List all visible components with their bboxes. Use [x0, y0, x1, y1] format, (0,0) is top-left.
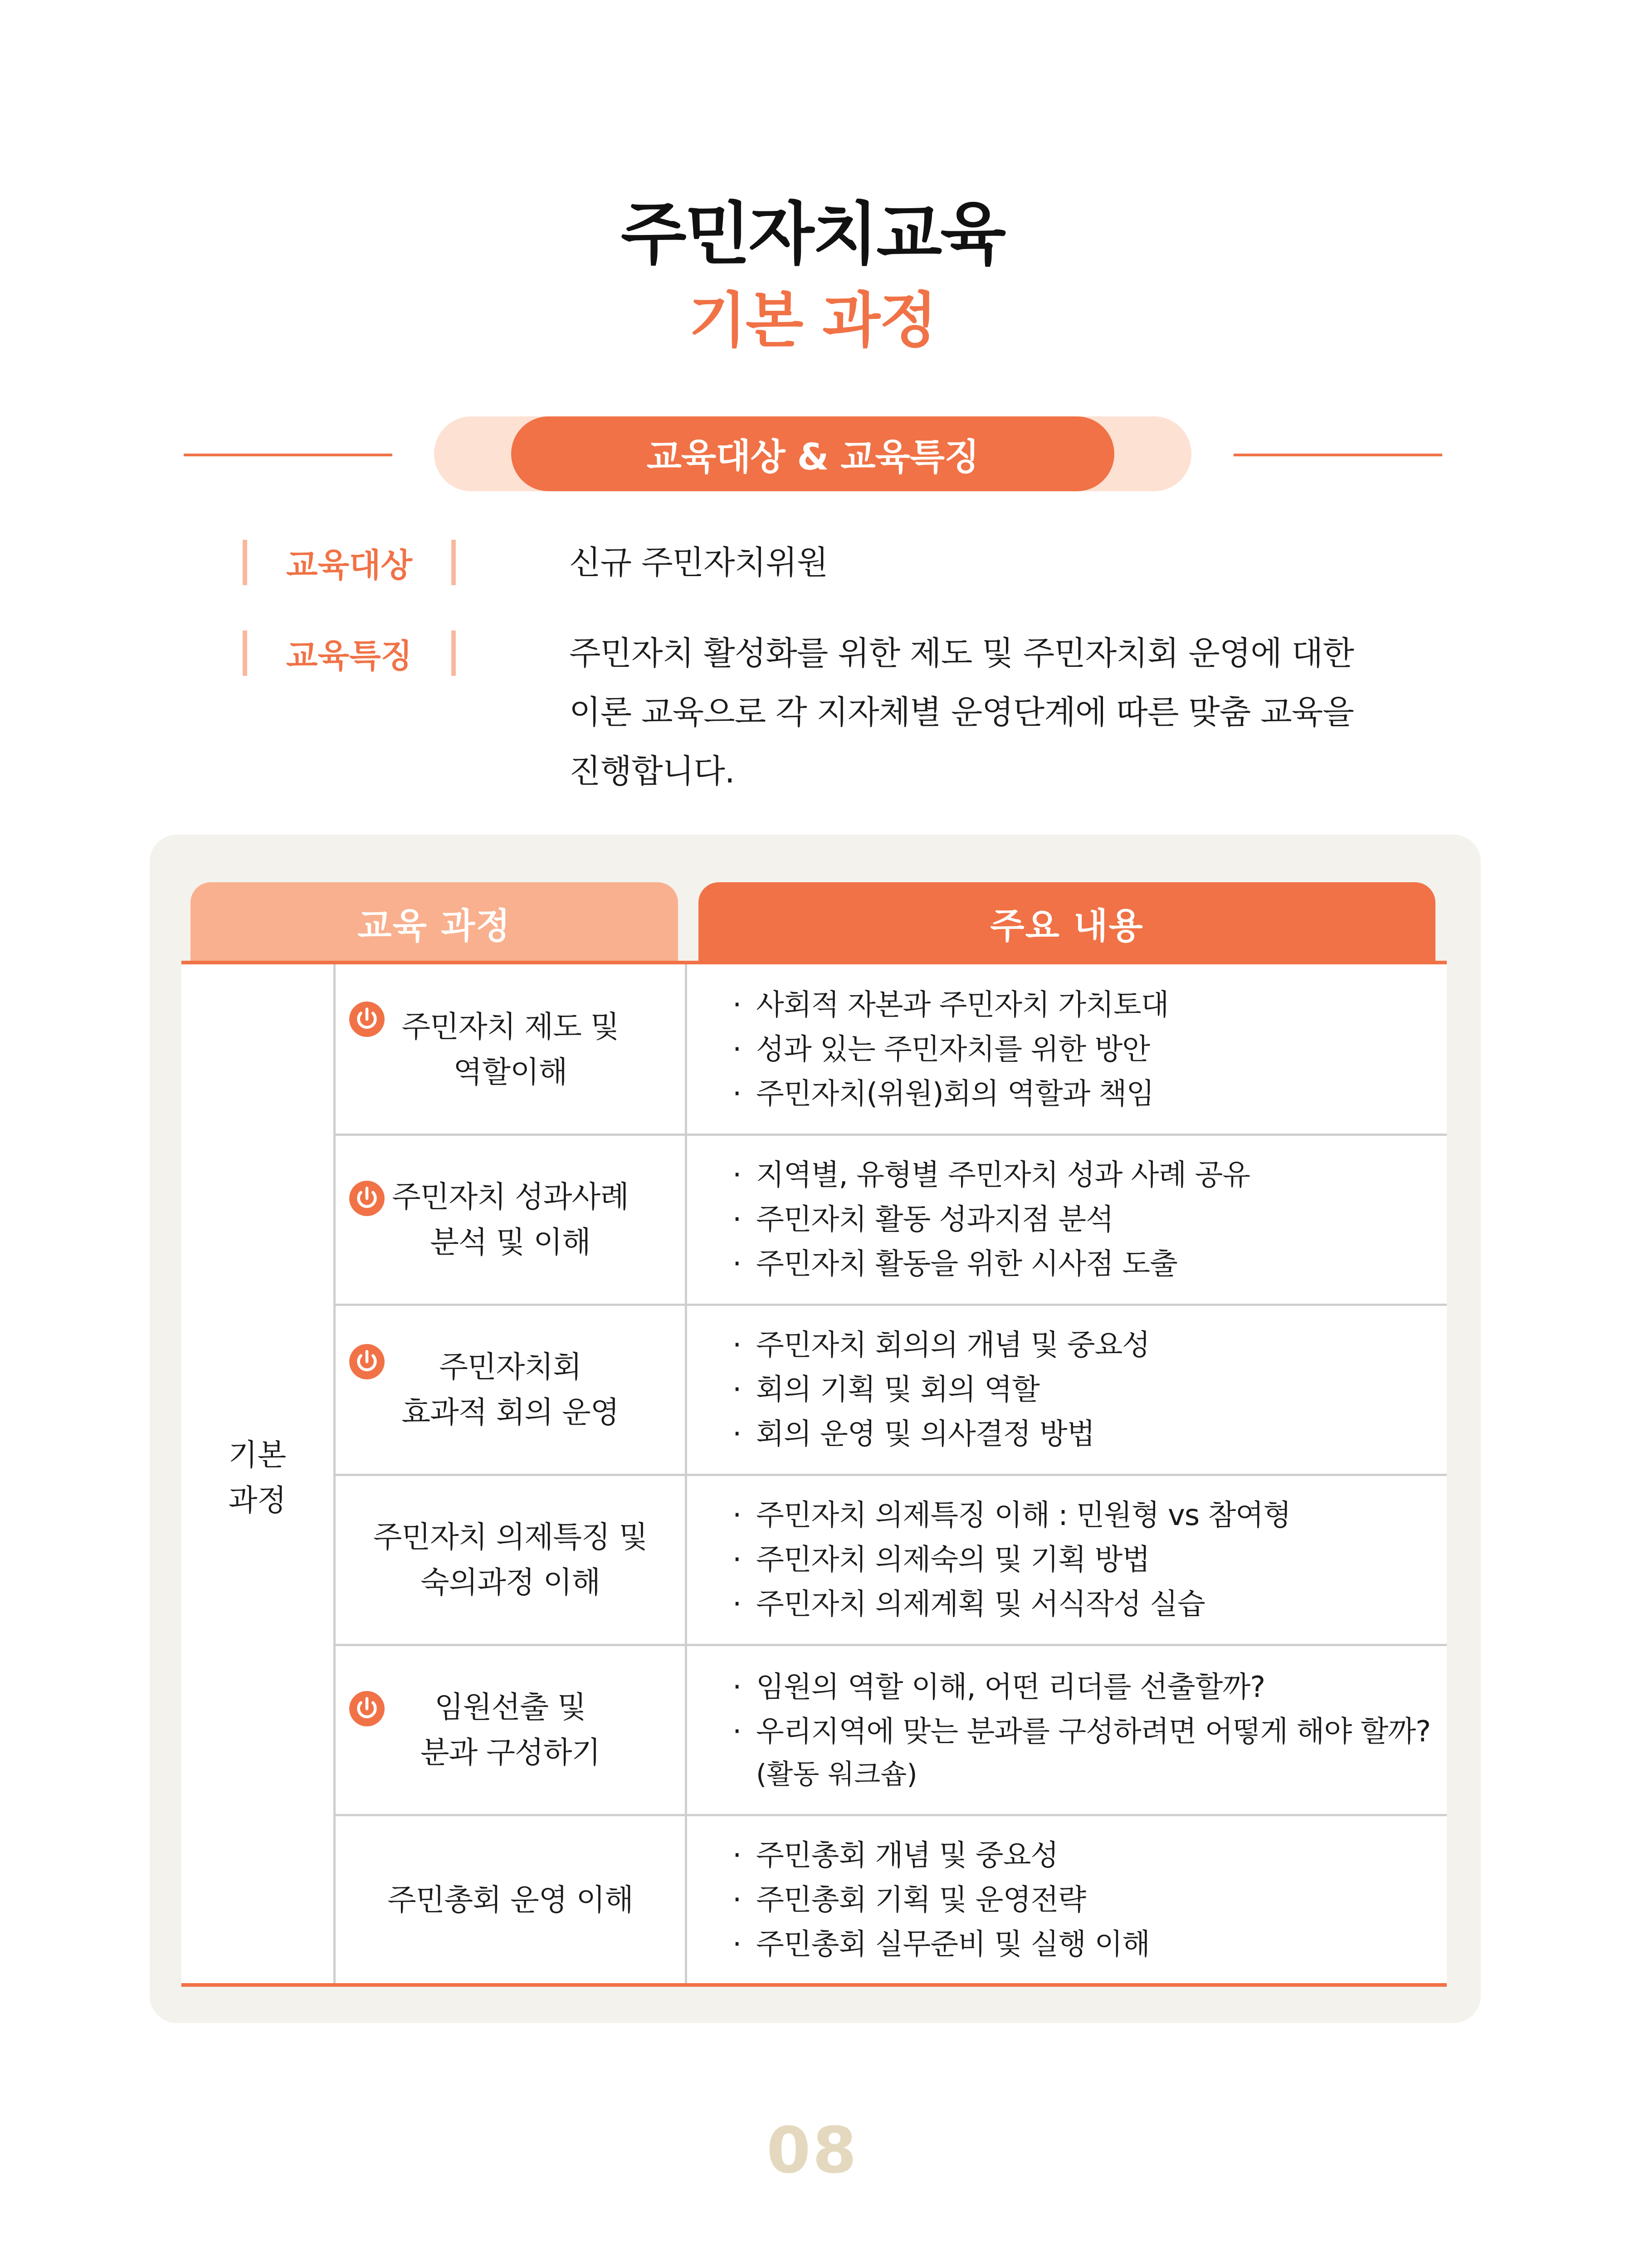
content-item: · 주민자치 활동을 위한 시사점 도출	[732, 1247, 1177, 1281]
page-title: 주민자치교육	[620, 195, 1005, 274]
content-item: · 우리지역에 맞는 분과를 구성하려면 어떻게 해야 할까?	[732, 1715, 1431, 1749]
course-title-line: 임원선출 및	[434, 1689, 586, 1725]
power-icon	[348, 1690, 386, 1727]
course-title-line: 주민자치회	[439, 1349, 581, 1384]
course-cell	[336, 1475, 685, 1645]
course-title-line: 숙의과정 이해	[420, 1564, 600, 1600]
course-cell	[336, 1815, 685, 1985]
content-item: · 회의 운영 및 의사결정 방법	[732, 1417, 1095, 1451]
course-title-line: 효과적 회의 운영	[401, 1394, 619, 1430]
course-title-line: 분과 구성하기	[420, 1735, 600, 1770]
section-title: 교육대상 & 교육특징	[511, 416, 1114, 491]
header-course: 교육 과정	[190, 882, 678, 964]
content-cell	[732, 964, 1440, 1134]
course-cell	[336, 1305, 685, 1475]
feature-label: 교육특징	[243, 631, 456, 676]
feature-text	[569, 624, 1408, 801]
content-item: · 주민자치(위원)회의 역할과 책임	[732, 1077, 1154, 1111]
table-row	[336, 1645, 1447, 1815]
content-item: · 주민총회 개념 및 중요성	[732, 1838, 1059, 1872]
content-item: · 임원의 역할 이해, 어떤 리더를 선출할까?	[732, 1670, 1265, 1704]
course-title-line: 주민자치 성과사례	[391, 1179, 629, 1214]
content-item: · 주민총회 기획 및 운영전략	[732, 1883, 1086, 1917]
course-title-line: 주민자치 제도 및	[401, 1009, 619, 1044]
section-divider-right	[1234, 454, 1442, 456]
content-item: · 성과 있는 주민자치를 위한 방안	[732, 1032, 1150, 1066]
course-cell	[336, 1134, 685, 1305]
table-row	[336, 1815, 1447, 1985]
content-item: · 주민자치 활동 성과지점 분석	[732, 1202, 1113, 1237]
feature-line: 주민자치 활성화를 위한 제도 및 주민자치회 운영에 대한	[569, 634, 1354, 672]
content-item: · 주민자치 의제숙의 및 기획 방법	[732, 1543, 1150, 1577]
content-cell	[732, 1815, 1440, 1985]
power-icon	[348, 1343, 386, 1380]
content-item: · 주민총회 실무준비 및 실행 이해	[732, 1927, 1150, 1961]
header-content: 주요 내용	[698, 882, 1435, 964]
feature-line: 이론 교육으로 각 지자체별 운영단계에 따른 맞춤 교육을	[569, 693, 1354, 731]
power-icon	[348, 1180, 386, 1217]
content-item: · 회의 기획 및 회의 역할	[732, 1373, 1039, 1407]
table-row	[336, 1475, 1447, 1645]
content-note: (활동 워크숍)	[756, 1758, 917, 1790]
curriculum-table	[181, 961, 1447, 1987]
course-title-line: 주민자치 의제특징 및	[373, 1519, 648, 1554]
content-cell	[732, 1475, 1440, 1645]
course-title-line: 역할이해	[453, 1054, 567, 1090]
content-item: · 지역별, 유형별 주민자치 성과 사례 공유	[732, 1158, 1250, 1192]
course-cell	[336, 964, 685, 1134]
table-row	[336, 1305, 1447, 1475]
target-text: 신규 주민자치위원	[569, 543, 828, 582]
page-number: 08	[766, 2114, 859, 2188]
table-row	[336, 964, 1447, 1134]
target-label: 교육대상	[243, 540, 456, 585]
content-cell	[732, 1134, 1440, 1305]
content-item: · 주민자치 의제특징 이해 : 민원형 vs 참여형	[732, 1498, 1291, 1532]
content-cell	[732, 1305, 1440, 1475]
content-cell	[732, 1645, 1440, 1815]
content-item: · 주민자치 회의의 개념 및 중요성	[732, 1328, 1150, 1362]
content-item: · 주민자치 의제계획 및 서식작성 실습	[732, 1587, 1205, 1621]
group-label: 기본 과정	[228, 1437, 287, 1518]
content-item: · 사회적 자본과 주민자치 가치토대	[732, 988, 1169, 1022]
section-divider-left	[184, 454, 392, 456]
course-title-line: 분석 및 이해	[430, 1224, 590, 1260]
power-icon	[348, 1001, 386, 1038]
table-row	[336, 1134, 1447, 1305]
page-subtitle: 기본 과정	[688, 286, 937, 356]
course-title-line: 주민총회 운영 이해	[387, 1882, 633, 1917]
course-cell	[336, 1645, 685, 1815]
feature-line: 진행합니다.	[569, 752, 735, 790]
